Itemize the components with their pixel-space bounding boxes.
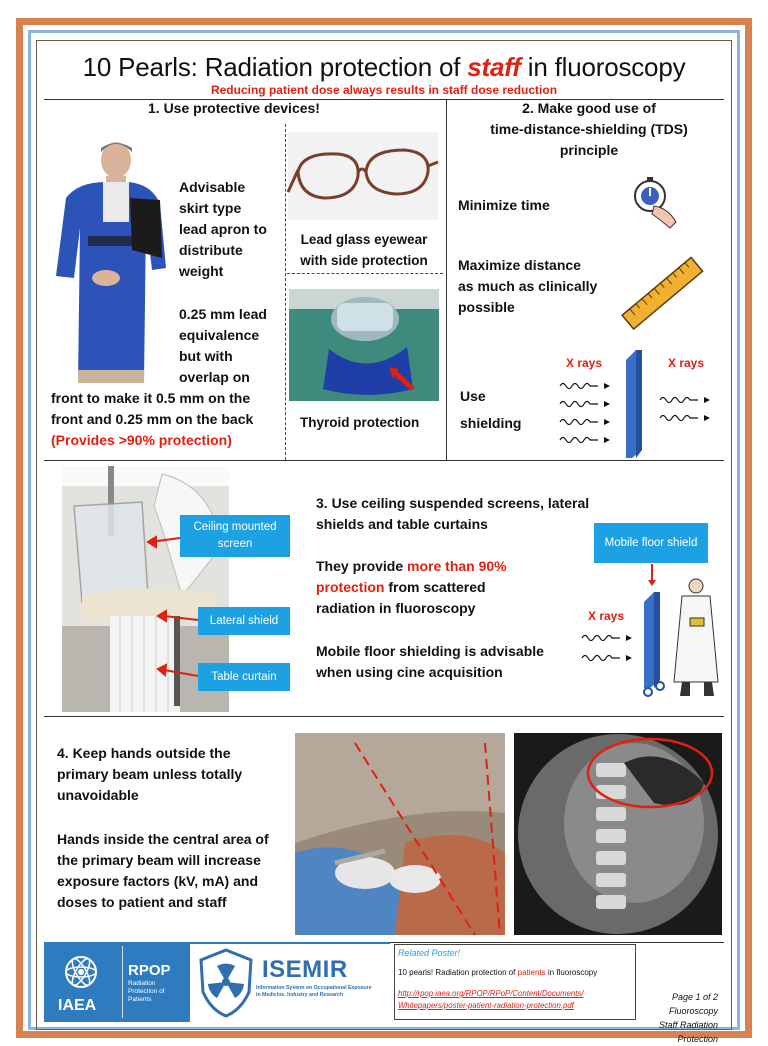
callout-arrows: [140, 520, 210, 690]
section4-heading: 4. Keep hands outside the primary beam unless totally unavoidable: [57, 745, 243, 803]
section3-mobile: Mobile floor shielding is advisable when using cine acquisition: [316, 643, 544, 680]
radiation-shield-icon: [197, 948, 255, 1018]
dashed-separator: [285, 124, 286, 460]
rpop-label: RPOP: [128, 962, 171, 979]
related-link[interactable]: http://rpop.iaea.org/RPOP/RPoP/Content/Documents/ Whitepapers/poster-patient-radiation-protection.pdf: [398, 989, 584, 1010]
section3-heading: 3. Use ceiling suspended screens, lateral shields and table curtains: [316, 495, 590, 532]
isemir-label: ISEMIR: [262, 956, 348, 983]
xrays-label-right: X rays: [668, 356, 705, 370]
section3-provide: They provide more than 90% protection from scattered radiation in fluoroscopy: [316, 558, 507, 616]
eyewear-caption: Lead glass eyewear with side protection: [300, 232, 428, 268]
apron-text: Advisable skirt type lead apron to distribute weight: [179, 179, 267, 279]
callout-ceiling-screen: Ceiling mounted screen: [180, 515, 290, 557]
minimize-time: Minimize time: [458, 197, 550, 213]
divider: [44, 716, 724, 717]
lead-equivalence-text: 0.25 mm lead equivalence but with overlap on: [179, 306, 267, 385]
section-divider: [446, 99, 447, 460]
callout-table-curtain: Table curtain: [198, 663, 290, 691]
section4-body: Hands inside the central area of the primary beam will increase exposure factors (kV, mA) and doses to patient and staff: [57, 831, 269, 910]
thyroid-protection-photo: [289, 289, 439, 401]
page-subtitle: Reducing patient dose always results in staff dose reduction: [210, 83, 558, 97]
mobile-shield-diagram: [578, 562, 728, 702]
shielding-diagram: [556, 346, 726, 458]
rpop-sub: Radiation Protection of Patients: [128, 980, 165, 1003]
fluoroscopy-image: [514, 733, 722, 935]
xrays-label: X rays: [588, 609, 625, 623]
page-title: 10 Pearls: Radiation protection of staff in fluoroscopy: [82, 52, 686, 82]
maximize-distance: Maximize distance as much as clinically possible: [458, 257, 598, 315]
callout-lateral-shield: Lateral shield: [198, 607, 290, 635]
use-shielding: Use shielding: [460, 388, 522, 431]
title-emphasis: staff: [467, 52, 521, 82]
callout-mobile-floor-shield: Mobile floor shield: [594, 523, 708, 563]
protection-note: (Provides >90% protection): [51, 432, 232, 448]
overlap-text: front to make it 0.5 mm on the front and 0.25 mm on the back (Provides >90% protection): [51, 388, 253, 451]
dashed-h-separator: [287, 273, 443, 274]
section2-heading: 2. Make good use of time-distance-shielding (TDS) principle: [490, 100, 688, 158]
related-label: Related Poster!: [398, 948, 461, 958]
page-info: Page 1 of 2 Fluoroscopy Staff Radiation Protection: [658, 992, 718, 1044]
stopwatch-icon: [628, 172, 684, 232]
lead-apron-photo: [48, 138, 178, 383]
section1-heading: 1. Use protective devices!: [148, 100, 320, 116]
thyroid-caption: Thyroid protection: [300, 415, 420, 430]
lead-eyewear-photo: [288, 132, 438, 220]
ruler-icon: [622, 254, 704, 334]
xrays-label-left: X rays: [566, 356, 603, 370]
isemir-sub: Information System on Occupational Exposure in Medicine, Industry and Research: [256, 985, 372, 998]
related-title: 10 pearls! Radiation protection of patients in fluoroscopy: [398, 968, 598, 977]
iaea-label: IAEA: [58, 997, 97, 1014]
footer-divider: [122, 946, 123, 1018]
hands-in-beam-photo: [295, 733, 505, 935]
divider: [44, 460, 724, 461]
